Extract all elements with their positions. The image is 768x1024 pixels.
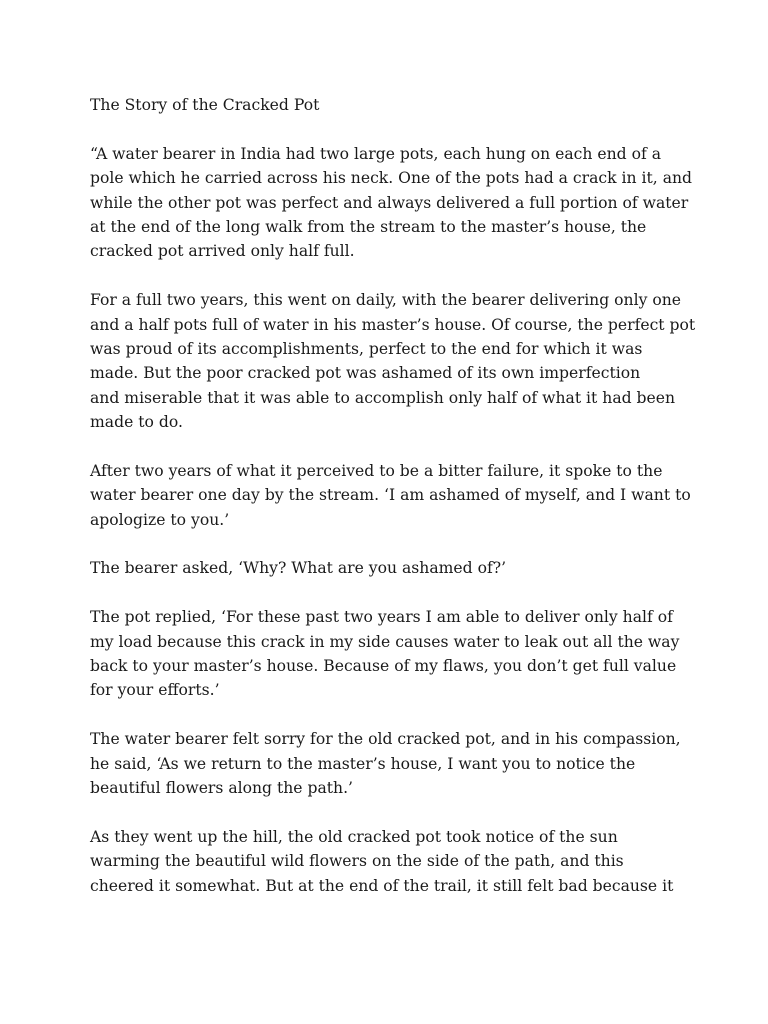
text-line: apologize to you.’	[90, 510, 230, 529]
text-line: The water bearer felt sorry for the old cracked pot, and in his compassion,	[90, 730, 681, 749]
document-title: The Story of the Cracked Pot	[90, 96, 320, 114]
text-line: beautiful flowers along the path.’	[90, 778, 353, 797]
text-line: As they went up the hill, the old cracked pot took notice of the sun	[90, 827, 618, 846]
text-line: After two years of what it perceived to be a bitter failure, it spoke to the	[90, 461, 663, 480]
paragraph-4	[90, 556, 690, 580]
text-line: The bearer asked, ‘Why? What are you ashamed of?’	[90, 559, 507, 578]
paragraph-spacer	[90, 703, 690, 727]
text-line: “A water bearer in India had two large pots, each hung on each end of a	[90, 144, 662, 163]
text-line: and a half pots full of water in his master’s house. Of course, the perfect pot	[90, 315, 696, 334]
paragraph-3	[90, 459, 690, 532]
text-line: pole which he carried across his neck. One of the pots had a crack in it, and	[90, 169, 693, 188]
text-line: he said, ‘As we return to the master’s house, I want you to notice the	[90, 754, 636, 773]
text-line: cracked pot arrived only half full.	[90, 242, 355, 261]
paragraph-spacer	[90, 117, 690, 141]
paragraph-spacer	[90, 434, 690, 458]
paragraph-spacer	[90, 532, 690, 556]
text-line: my load because this crack in my side causes water to leak out all the way	[90, 632, 680, 651]
paragraph-7	[90, 825, 690, 898]
text-line: was proud of its accomplishments, perfect to the end for which it was	[90, 339, 643, 358]
text-line: while the other pot was perfect and always delivered a full portion of water	[90, 193, 689, 212]
paragraph-spacer	[90, 581, 690, 605]
paragraph-6	[90, 727, 690, 800]
text-line: made. But the poor cracked pot was ashamed of its own imperfection	[90, 364, 641, 383]
text-line: at the end of the long walk from the stream to the master’s house, the	[90, 217, 647, 236]
text-line: For a full two years, this went on daily, with the bearer delivering only one	[90, 291, 682, 310]
paragraph-spacer	[90, 264, 690, 288]
text-line: water bearer one day by the stream. ‘I am ashamed of myself, and I want to	[90, 486, 691, 505]
paragraph-5	[90, 605, 690, 703]
document-body	[90, 93, 696, 898]
paragraph-spacer	[90, 800, 690, 824]
text-line: warming the beautiful wild flowers on the side of the path, and this	[90, 852, 624, 871]
text-line: cheered it somewhat. But at the end of the trail, it still felt bad because it	[90, 876, 674, 895]
text-line: and miserable that it was able to accomplish only half of what it had been	[90, 388, 676, 407]
text-line: back to your master’s house. Because of my flaws, you don’t get full value	[90, 656, 677, 675]
text-line: made to do.	[90, 413, 183, 432]
paragraph-1	[90, 142, 693, 264]
text-line: for your efforts.’	[90, 681, 220, 700]
text-line: The pot replied, ‘For these past two years I am able to deliver only half of	[90, 608, 673, 627]
paragraph-2	[90, 288, 696, 434]
